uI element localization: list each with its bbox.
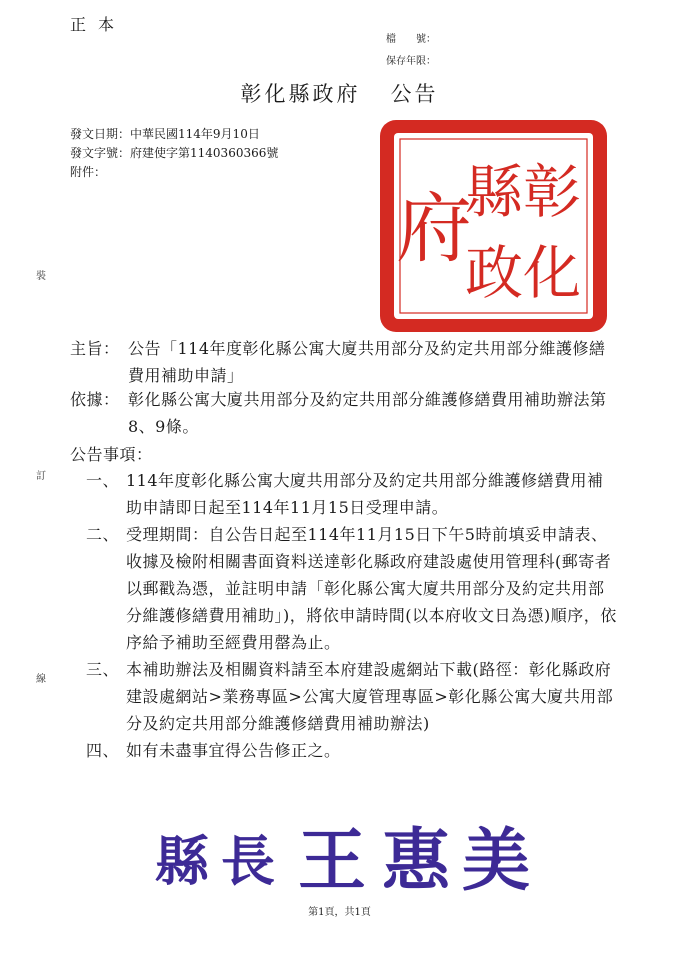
list-item <box>86 521 620 656</box>
basis <box>70 386 620 440</box>
item-number: 四、 <box>86 741 120 760</box>
issue-ref-value: 府建使字第1140360366號 <box>130 146 279 160</box>
item-text: 114年度彰化縣公寓大廈共用部分及約定共用部分維護修繕費用補助申請即日起至114年11月15日受理申請。 <box>126 471 604 517</box>
issue-date <box>70 126 260 142</box>
binding-mark: 訂 <box>36 471 46 482</box>
basis-label: 依據： <box>70 390 120 409</box>
attachment-label: 附件： <box>70 165 107 179</box>
list-item <box>86 656 620 737</box>
seal-glyph: 縣 <box>464 158 524 226</box>
title-org: 彰化縣政府 <box>240 82 361 106</box>
signature-glyph: 縣 <box>155 829 209 893</box>
signature-stamp <box>150 818 530 898</box>
retention-label: 保存年限： <box>386 56 436 67</box>
issue-date-value: 中華民國114年9月10日 <box>130 127 260 141</box>
item-number: 一、 <box>86 471 120 490</box>
list-item <box>86 737 620 764</box>
signature-glyphs <box>155 821 530 898</box>
notice-items <box>86 467 620 764</box>
item-text: 本補助辦法及相關資料請至本府建設處網站下載(路徑：彰化縣政府建設處網站>業務專區>公寓大廈管理專區>彰化縣公寓大廈共用部分及約定共用部分維護修繕費用補助辦法) <box>126 660 614 733</box>
item-text: 如有未盡事宜得公告修正之。 <box>126 741 341 760</box>
title-doc-type: 公告 <box>390 82 439 106</box>
item-number: 二、 <box>86 525 120 544</box>
signature-glyph: 長 <box>221 829 275 893</box>
file-number-label: 檔 號： <box>386 34 436 45</box>
subject <box>70 335 620 389</box>
notice-label: 公告事項： <box>70 445 153 464</box>
issue-reference <box>70 145 278 161</box>
list-item <box>86 467 620 521</box>
signature-glyph: 王 <box>297 821 367 898</box>
subject-label: 主旨： <box>70 339 120 358</box>
page-title <box>0 78 679 108</box>
signature-glyph: 惠 <box>381 821 451 898</box>
seal-glyph: 彰 <box>522 158 582 226</box>
copy-label: 正本 <box>70 15 127 34</box>
page-number: 第1頁，共1頁 <box>308 907 371 918</box>
attachment <box>70 164 106 180</box>
item-number: 三、 <box>86 660 120 679</box>
binding-mark: 裝 <box>36 271 46 282</box>
signature-glyph: 美 <box>461 821 530 898</box>
issue-ref-label: 發文字號： <box>70 146 131 160</box>
seal-glyph: 化 <box>522 239 582 307</box>
basis-text: 彰化縣公寓大廈共用部分及約定共用部分維護修繕費用補助辦法第8、9條。 <box>128 390 607 436</box>
binding-mark: 線 <box>36 674 46 685</box>
subject-text: 公告「114年度彰化縣公寓大廈共用部分及約定共用部分維護修繕費用補助申請」 <box>128 339 606 385</box>
item-text: 受理期間：自公告日起至114年11月15日下午5時前填妥申請表、收據及檢附相關書面資料送達彰化縣政府建設處使用管理科(郵寄者以郵戳為憑，並註明申請「彰化縣公寓大廈共用部分及約定共用部分維護修繕費用補助」)，將依申請時間(以本府收文日為憑)順序，依序給予補助至經費用罄為止。 <box>126 525 617 652</box>
seal-glyph: 政 <box>464 239 524 307</box>
seal-glyph: 府 <box>396 184 472 273</box>
issue-date-label: 發文日期： <box>70 127 131 141</box>
official-seal <box>377 117 610 335</box>
